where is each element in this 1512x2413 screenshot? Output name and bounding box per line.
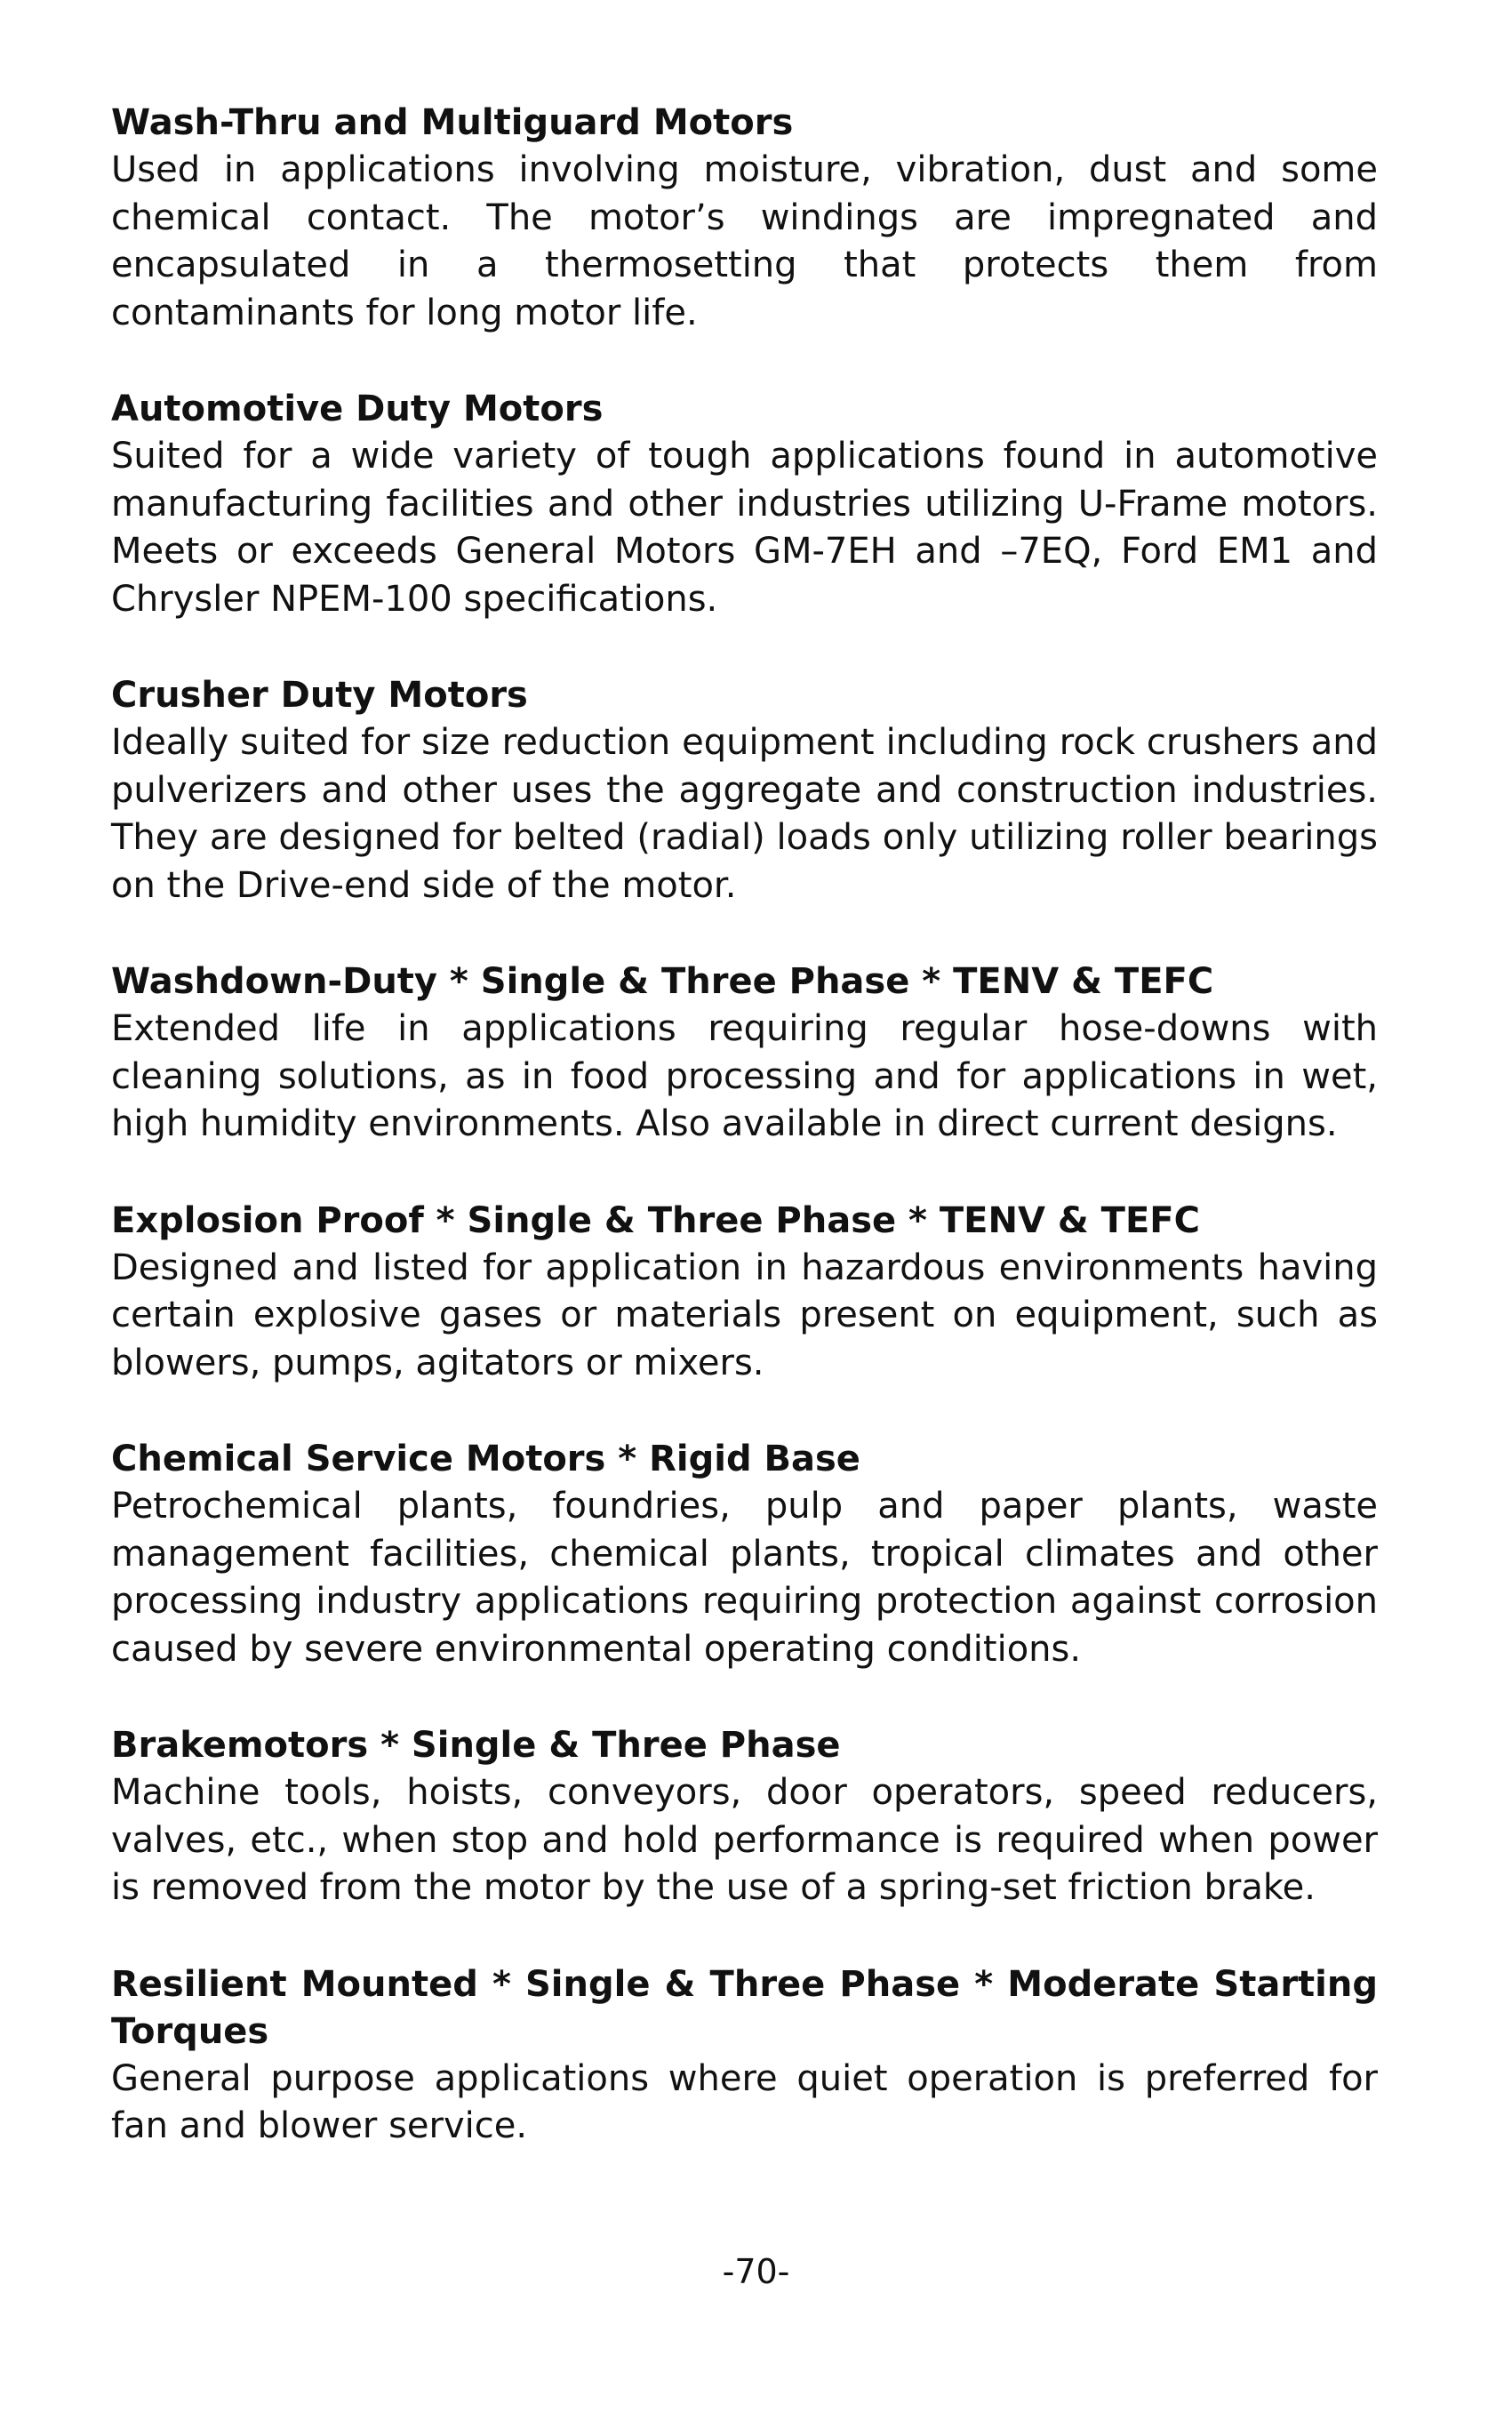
section-heading: Crusher Duty Motors (111, 675, 528, 716)
section-heading: Chemical Service Motors * Rigid Base (111, 1439, 860, 1479)
page-content (111, 100, 1378, 2200)
section-brakemotors (111, 1722, 1378, 1912)
section-resilient-mounted (111, 1961, 1378, 2151)
section-heading: Resilient Mounted * Single & Three Phase * Moderate Starting Torques (111, 1963, 1378, 2052)
section-crusher-duty (111, 672, 1378, 910)
section-heading: Wash-Thru and Multiguard Motors (111, 102, 794, 143)
section-body: Suited for a wide variety of tough applications found in automotive manufacturing facilities and other industries utilizing U-Frame motors. Meets or exceeds General Motors GM-7EH and –7EQ, Ford EM1 and Chrysler NPEM-100 specifications. (111, 436, 1378, 620)
section-chemical-service (111, 1436, 1378, 1673)
section-heading: Washdown-Duty * Single & Three Phase * TENV & TEFC (111, 961, 1214, 1002)
section-heading: Brakemotors * Single & Three Phase (111, 1725, 841, 1766)
page-number: -70- (722, 2252, 790, 2291)
section-automotive-duty (111, 386, 1378, 623)
section-heading: Explosion Proof * Single & Three Phase * TENV & TEFC (111, 1199, 1200, 1241)
section-body: Extended life in applications requiring regular hose-downs with cleaning solutions, as in food processing and for applications in wet, high humidity environments. Also available in direct current designs. (111, 1008, 1378, 1144)
section-body: Petrochemical plants, foundries, pulp and paper plants, waste management facilities, chemical plants, tropical climates and other processing industry applications requiring protection against corrosion caused by severe environmental operating conditions. (111, 1486, 1378, 1670)
section-body: Machine tools, hoists, conveyors, door operators, speed reducers, valves, etc., when stop and hold performance is required when power is removed from the motor by the use of a spring-set friction brake. (111, 1772, 1378, 1908)
section-explosion-proof (111, 1198, 1378, 1388)
section-washdown-duty (111, 958, 1378, 1149)
section-body: Designed and listed for application in hazardous environments having certain explosive gases or materials present on equipment, such as blowers, pumps, agitators or mixers. (111, 1247, 1378, 1383)
section-heading: Automotive Duty Motors (111, 389, 604, 429)
section-wash-thru (111, 100, 1378, 337)
section-body: Used in applications involving moisture, vibration, dust and some chemical contact. The motor’s windings are impregnated and encapsulated in a thermosetting that protects them from contaminants for long motor life. (111, 149, 1378, 333)
section-body: Ideally suited for size reduction equipment including rock crushers and pulverizers and other uses the aggregate and construction industries. They are designed for belted (radial) loads only utilizing roller bearings on the Drive-end side of the motor. (111, 722, 1378, 906)
section-body: General purpose applications where quiet operation is preferred for fan and blower service. (111, 2057, 1378, 2146)
